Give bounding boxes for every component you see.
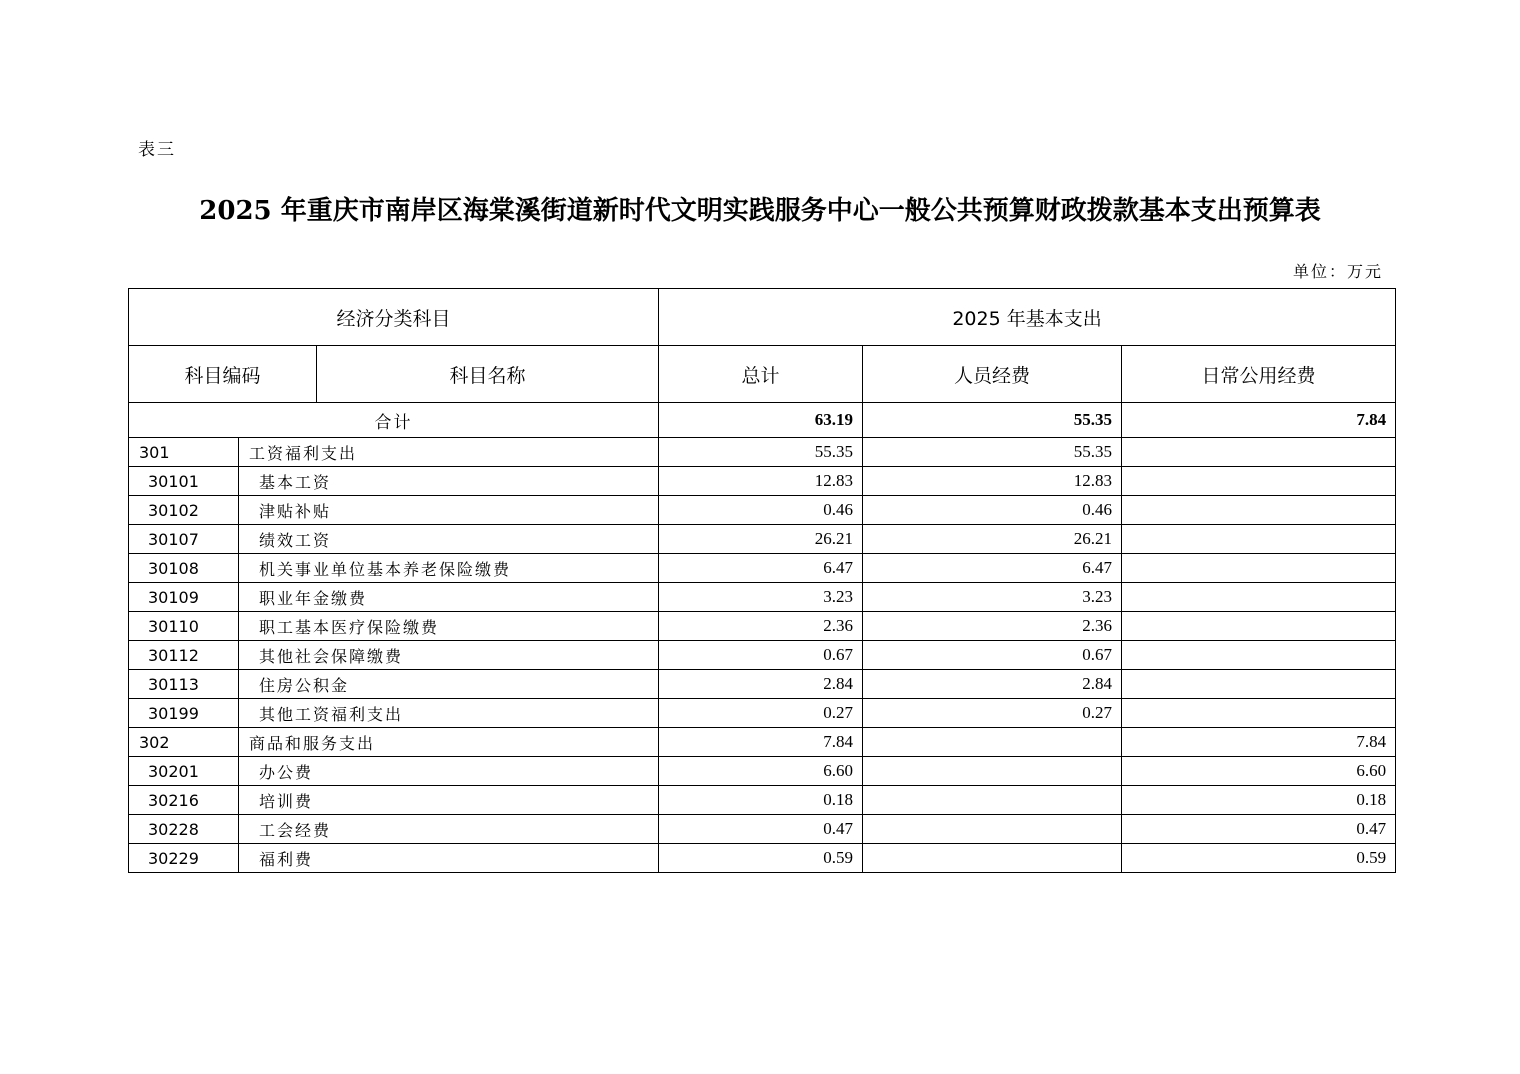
cell-name: 商品和服务支出 <box>239 728 659 757</box>
cell-public <box>1122 641 1396 670</box>
cell-total: 0.59 <box>659 844 863 873</box>
budget-table <box>128 288 1396 873</box>
cell-public <box>1122 438 1396 467</box>
cell-personnel: 6.47 <box>863 554 1122 583</box>
cell-code: 30201 <box>129 757 239 786</box>
table-row <box>129 728 1396 757</box>
cell-total: 0.27 <box>659 699 863 728</box>
cell-total: 0.47 <box>659 815 863 844</box>
total-row <box>129 403 1396 438</box>
table-row <box>129 815 1396 844</box>
table-row <box>129 525 1396 554</box>
header-code: 科目编码 <box>129 346 317 403</box>
cell-name: 其他社会保障缴费 <box>239 641 659 670</box>
cell-name: 福利费 <box>239 844 659 873</box>
cell-public <box>1122 699 1396 728</box>
cell-code: 302 <box>129 728 239 757</box>
cell-total: 3.23 <box>659 583 863 612</box>
cell-code: 30101 <box>129 467 239 496</box>
table-row <box>129 438 1396 467</box>
cell-personnel <box>863 728 1122 757</box>
table-row <box>129 699 1396 728</box>
unit-label: 单位：万元 <box>1292 262 1383 281</box>
cell-code: 30112 <box>129 641 239 670</box>
header-total: 总计 <box>659 346 863 403</box>
cell-total: 0.46 <box>659 496 863 525</box>
table-label: 表三 <box>138 140 176 160</box>
table-row <box>129 641 1396 670</box>
cell-code: 30216 <box>129 786 239 815</box>
cell-total: 0.67 <box>659 641 863 670</box>
table-row <box>129 844 1396 873</box>
cell-name: 基本工资 <box>239 467 659 496</box>
cell-personnel: 55.35 <box>863 438 1122 467</box>
cell-public <box>1122 670 1396 699</box>
cell-personnel: 26.21 <box>863 525 1122 554</box>
table-row <box>129 670 1396 699</box>
cell-personnel <box>863 786 1122 815</box>
header-columns-row <box>129 346 1396 403</box>
cell-name: 职业年金缴费 <box>239 583 659 612</box>
cell-total: 0.18 <box>659 786 863 815</box>
table-row <box>129 786 1396 815</box>
table-row <box>129 496 1396 525</box>
cell-name: 办公费 <box>239 757 659 786</box>
cell-personnel <box>863 757 1122 786</box>
table-row <box>129 612 1396 641</box>
cell-name: 绩效工资 <box>239 525 659 554</box>
cell-total: 2.36 <box>659 612 863 641</box>
cell-name: 住房公积金 <box>239 670 659 699</box>
cell-personnel: 0.27 <box>863 699 1122 728</box>
cell-name: 工资福利支出 <box>239 438 659 467</box>
cell-public: 0.59 <box>1122 844 1396 873</box>
cell-code: 30199 <box>129 699 239 728</box>
cell-public: 6.60 <box>1122 757 1396 786</box>
cell-public: 0.47 <box>1122 815 1396 844</box>
total-label: 合计 <box>129 403 659 438</box>
cell-public <box>1122 467 1396 496</box>
cell-code: 30107 <box>129 525 239 554</box>
cell-public <box>1122 525 1396 554</box>
cell-name: 工会经费 <box>239 815 659 844</box>
cell-code: 30108 <box>129 554 239 583</box>
table-row <box>129 583 1396 612</box>
total-cell-total: 63.19 <box>659 403 863 438</box>
header-personnel: 人员经费 <box>863 346 1122 403</box>
cell-code: 301 <box>129 438 239 467</box>
cell-name: 其他工资福利支出 <box>239 699 659 728</box>
cell-personnel: 12.83 <box>863 467 1122 496</box>
cell-total: 6.47 <box>659 554 863 583</box>
cell-name: 职工基本医疗保险缴费 <box>239 612 659 641</box>
cell-total: 7.84 <box>659 728 863 757</box>
cell-public <box>1122 583 1396 612</box>
header-group-row <box>129 289 1396 346</box>
table-row <box>129 467 1396 496</box>
cell-public: 7.84 <box>1122 728 1396 757</box>
cell-personnel <box>863 815 1122 844</box>
cell-total: 2.84 <box>659 670 863 699</box>
cell-public <box>1122 554 1396 583</box>
cell-name: 培训费 <box>239 786 659 815</box>
total-cell-personnel: 55.35 <box>863 403 1122 438</box>
cell-public <box>1122 496 1396 525</box>
cell-personnel: 2.84 <box>863 670 1122 699</box>
cell-total: 6.60 <box>659 757 863 786</box>
cell-code: 30109 <box>129 583 239 612</box>
cell-public <box>1122 612 1396 641</box>
header-name: 科目名称 <box>317 346 659 403</box>
header-economic-classification: 经济分类科目 <box>129 289 659 346</box>
table-row <box>129 554 1396 583</box>
total-cell-public: 7.84 <box>1122 403 1396 438</box>
cell-code: 30113 <box>129 670 239 699</box>
cell-code: 30228 <box>129 815 239 844</box>
header-public: 日常公用经费 <box>1122 346 1396 403</box>
cell-code: 30229 <box>129 844 239 873</box>
cell-personnel: 0.46 <box>863 496 1122 525</box>
page-title: 2025 年重庆市南岸区海棠溪街道新时代文明实践服务中心一般公共预算财政拨款基本支出预算表 <box>199 196 1321 226</box>
cell-code: 30102 <box>129 496 239 525</box>
cell-personnel <box>863 844 1122 873</box>
cell-personnel: 2.36 <box>863 612 1122 641</box>
cell-total: 55.35 <box>659 438 863 467</box>
cell-public: 0.18 <box>1122 786 1396 815</box>
cell-personnel: 3.23 <box>863 583 1122 612</box>
table-row <box>129 757 1396 786</box>
cell-total: 12.83 <box>659 467 863 496</box>
cell-code: 30110 <box>129 612 239 641</box>
cell-name: 津贴补贴 <box>239 496 659 525</box>
cell-name: 机关事业单位基本养老保险缴费 <box>239 554 659 583</box>
cell-personnel: 0.67 <box>863 641 1122 670</box>
cell-total: 26.21 <box>659 525 863 554</box>
header-basic-expenditure: 2025 年基本支出 <box>659 289 1396 346</box>
